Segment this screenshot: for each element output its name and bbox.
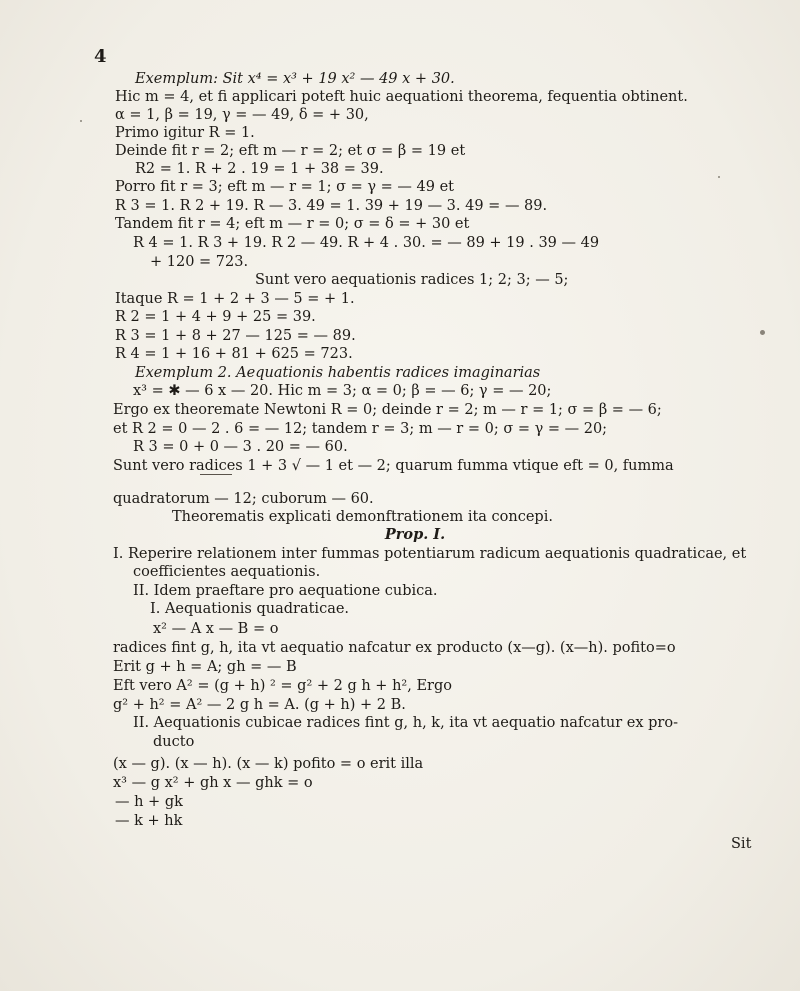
page-number: 4 (94, 46, 107, 67)
equation-line: (x — g). (x — h). (x — k) pofito = o erit illa (113, 756, 424, 772)
text-line: Sunt vero aequationis radices 1; 2; 3; — 5; (255, 272, 569, 288)
equation-line: Itaque R = 1 + 2 + 3 — 5 = + 1. (115, 291, 355, 307)
equation-line: x² — A x — B = o (153, 621, 279, 637)
catchword: Sit (731, 836, 752, 852)
text-line: Deinde fit r = 2; eft m — r = 2; et σ = β = 19 et (115, 143, 466, 159)
example-heading: Exemplum: Sit x⁴ = x³ + 19 x² — 49 x + 30. (135, 71, 455, 87)
equation-line: + 120 = 723. (150, 254, 249, 270)
ink-speck (718, 176, 720, 178)
text-line: Tandem fit r = 4; eft m — r = 0; σ = δ = + 30 et (115, 216, 470, 232)
example-heading: Exemplum 2. Aequationis habentis radices imaginarias (135, 365, 541, 381)
equation-line: x³ = ✱ — 6 x — 20. Hic m = 3; α = 0; β = — 6; γ = — 20; (133, 383, 552, 399)
text-line: α = 1, β = 19, γ = — 49, δ = + 30, (115, 107, 369, 123)
equation-line: — h + gk (115, 794, 183, 810)
equation-line: R 3 = 1 + 8 + 27 — 125 = — 89. (115, 328, 356, 344)
equation-line: R 4 = 1. R 3 + 19. R 2 — 49. R + 4 . 30. = — 89 + 19 . 39 — 49 (133, 235, 600, 251)
text-line: Hic m = 4, et fi applicari poteft huic aequationi theorema, fequentia obtinent. (115, 89, 688, 105)
text-line: ducto (153, 734, 195, 750)
text-line: et R 2 = 0 — 2 . 6 = — 12; tandem r = 3; m — r = 0; σ = γ = — 20; (113, 421, 608, 437)
ink-speck (760, 330, 765, 335)
equation-line: R 2 = 1 + 4 + 9 + 25 = 39. (115, 309, 316, 325)
text-line: I. Reperire relationem inter fummas potentiarum radicum aequationis quadraticae, et (113, 546, 747, 562)
text-line: Porro fit r = 3; eft m — r = 1; σ = γ = — 49 et (115, 179, 454, 195)
equation-line: R 3 = 0 + 0 — 3 . 20 = — 60. (133, 439, 348, 455)
equation-line: R2 = 1. R + 2 . 19 = 1 + 38 = 39. (135, 161, 384, 177)
equation-line: g² + h² = A² — 2 g h = A. (g + h) + 2 B. (113, 697, 406, 713)
equation-line: R 3 = 1. R 2 + 19. R — 3. 49 = 1. 39 + 19 — 3. 49 = — 89. (115, 198, 548, 214)
text-line: Sunt vero radices 1 + 3 √ — 1 et — 2; quarum fumma vtique eft = 0, fumma (113, 458, 674, 474)
equation-line: — k + hk (115, 813, 183, 829)
text-line: quadratorum — 12; cuborum — 60. (113, 491, 374, 507)
text-line: Primo igitur R = 1. (115, 125, 255, 141)
equation-line: x³ — g x² + gh x — ghk = o (113, 775, 313, 791)
text-line: coefficientes aequationis. (133, 564, 321, 580)
overline-rule (200, 474, 232, 475)
ink-speck (80, 120, 82, 122)
text-line: II. Idem praeftare pro aequatione cubica. (133, 583, 438, 599)
equation-line: Erit g + h = A; gh = — B (113, 659, 297, 675)
section-heading: II. Aequationis cubicae radices fint g, h, k, ita vt aequatio nafcatur ex pro- (133, 715, 678, 731)
section-heading: I. Aequationis quadraticae. (150, 601, 350, 617)
text-line: Theorematis explicati demonftrationem ita concepi. (172, 509, 553, 525)
proposition-heading: Prop. I. (384, 526, 446, 543)
equation-line: Eft vero A² = (g + h) ² = g² + 2 g h + h², Ergo (113, 678, 452, 694)
text-line: radices fint g, h, ita vt aequatio nafcatur ex producto (x—g). (x—h). pofito=o (113, 640, 676, 656)
text-line: Ergo ex theoremate Newtoni R = 0; deinde r = 2; m — r = 1; σ = β = — 6; (113, 402, 662, 418)
equation-line: R 4 = 1 + 16 + 81 + 625 = 723. (115, 346, 353, 362)
